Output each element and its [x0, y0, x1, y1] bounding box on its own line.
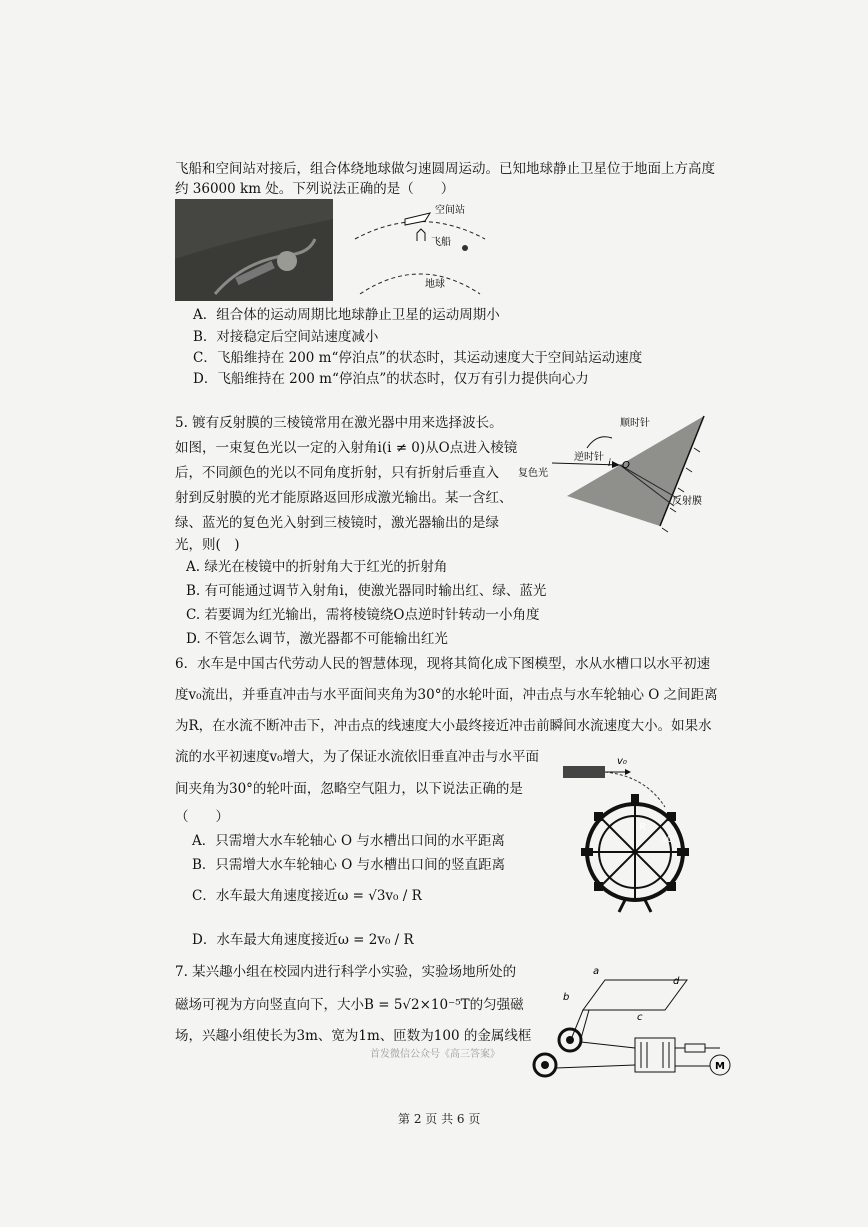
q7-stem-line1: 7. 某兴趣小组在校园内进行科学小实验，实验场地所处的	[175, 964, 517, 980]
label-i: i	[608, 458, 611, 469]
q5-option-d: D. 不管怎么调节，激光器都不可能输出红光	[186, 631, 448, 647]
page-number: 第 2 页 共 6 页	[398, 1112, 481, 1126]
label-c: c	[637, 1012, 643, 1023]
q4-stem-line2: 约 36000 km 处。下列说法正确的是（ ）	[175, 181, 455, 197]
q6-stem-line4: 流的水平初速度v₀增大，为了保证水流依旧垂直冲击与水平面	[175, 749, 540, 765]
q6-stem-line5: 间夹角为30°的轮叶面，忽略空气阻力，以下说法正确的是	[175, 781, 523, 797]
q5-stem-line3: 后，不同颜色的光以不同角度折射，只有折射后垂直入	[175, 465, 499, 481]
q6-stem-line3: 为R，在水流不断冲击下，冲击点的线速度大小最终接近冲击前瞬间水流速度大小。如果水	[175, 718, 712, 734]
label-r: R	[639, 822, 646, 833]
label-earth: 地球	[425, 279, 445, 290]
orbit-diagram	[345, 199, 495, 304]
waterwheel-diagram	[555, 752, 705, 917]
q6-stem-line6: （ ）	[175, 809, 229, 825]
q6-stem-line1: 6．水车是中国古代劳动人民的智慧体现，现将其简化成下图模型，水从水槽口以水平初速	[175, 656, 711, 672]
q4-option-b: B．对接稳定后空间站速度减小	[193, 329, 379, 345]
prism-diagram	[512, 408, 712, 538]
q5-option-a: A. 绿光在棱镜中的折射角大于红光的折射角	[186, 559, 448, 575]
q7-stem-line2: 磁场可视为方向竖直向下，大小B = 5√2×10⁻⁵T的匀强磁	[175, 997, 524, 1013]
q4-option-d: D．飞船维持在 200 m“停泊点”的状态时，仅万有引力提供向心力	[193, 371, 589, 387]
coil-generator-diagram	[525, 960, 745, 1085]
q5-option-b: B. 有可能通过调节入射角i，使激光器同时输出红、绿、蓝光	[186, 583, 547, 599]
q6-option-a: A．只需增大水车轮轴心 O 与水槽出口间的水平距离	[192, 833, 505, 849]
q6-stem-line2: 度v₀流出，并垂直冲击与水平面间夹角为30°的水轮叶面，冲击点与水车轮轴心 O 之间距离	[175, 687, 718, 703]
label-o: O	[622, 460, 630, 471]
label-counterclockwise: 逆时针	[574, 452, 604, 463]
q5-stem-line5: 绿、蓝光的复色光入射到三棱镜时，激光器输出的是绿	[175, 515, 499, 531]
label-motor: M	[715, 1061, 725, 1072]
q4-option-c: C．飞船维持在 200 m“停泊点”的状态时，其运动速度大于空间站运动速度	[193, 350, 643, 366]
q7-stem-line3: 场，兴趣小组使长为3m、宽为1m、匝数为100 的金属线框	[175, 1028, 532, 1044]
label-angle: 30°	[661, 835, 677, 845]
q6-option-b: B．只需增大水车轮轴心 O 与水槽出口间的竖直距离	[192, 857, 506, 873]
footer-watermark: 首发微信公众号《高三答案》	[370, 1049, 500, 1060]
label-film: 反射膜	[672, 496, 702, 507]
q5-stem-line1: 5. 镀有反射膜的三棱镜常用在激光器中用来选择波长。	[175, 415, 503, 431]
q5-stem-line6: 光，则( )	[175, 537, 240, 553]
q4-option-a: A．组合体的运动周期比地球静止卫星的运动周期小	[193, 307, 500, 323]
docking-photo	[175, 199, 333, 301]
label-b: b	[563, 992, 570, 1003]
q6-option-c: C．水车最大角速度接近ω = √3v₀ / R	[192, 888, 422, 904]
label-v0: v₀	[617, 756, 627, 767]
q4-stem-line1: 飞船和空间站对接后，组合体绕地球做匀速圆周运动。已知地球静止卫星位于地面上方高度	[175, 161, 715, 177]
label-d: d	[673, 976, 680, 987]
q5-stem-line2: 如图，一束复色光以一定的入射角i(i ≠ 0)从O点进入棱镜	[175, 440, 518, 456]
q5-option-c: C. 若要调为红光输出，需将棱镜绕O点逆时针转动一小角度	[186, 607, 540, 623]
label-ship: 飞船	[431, 237, 451, 248]
label-clockwise: 顺时针	[620, 418, 650, 429]
label-station: 空间站	[435, 205, 465, 216]
label-a: a	[593, 966, 600, 977]
q5-stem-line4: 射到反射膜的光才能原路返回形成激光输出。某一含红、	[175, 490, 513, 506]
label-light: 复色光	[518, 468, 548, 479]
q6-option-d: D．水车最大角速度接近ω = 2v₀ / R	[192, 932, 414, 948]
